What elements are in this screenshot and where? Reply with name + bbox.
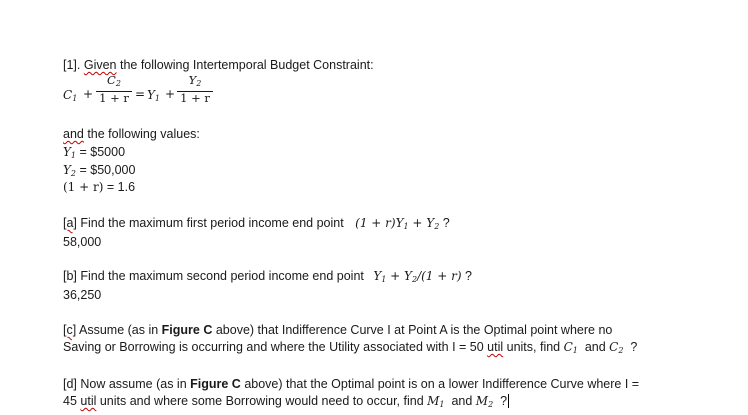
part-c-label: [c] (63, 323, 77, 337)
value-r: (1 + r) = 1.6 (63, 180, 136, 194)
part-a-answer: 58,000 (63, 235, 102, 249)
part-c-line-2: Saving or Borrowing is occurring and where the Utility associated with I = 50 util units, find $C_1$ and $C_2$ ? (63, 340, 638, 355)
and-word: and (63, 127, 84, 141)
part-b-label: [b] (63, 269, 77, 283)
value-y2: $Y_2$ = $50,000 (63, 163, 136, 178)
part-a-label: [a] (63, 216, 77, 230)
value-y1: $Y_1$ = $5000 (63, 145, 126, 160)
part-d-line-1: [d] Now assume (as in Figure C above) that the Optimal point is on a lower Indifference Curve where I = (63, 377, 640, 391)
values-intro: and the following values: (63, 127, 200, 141)
eq-plus-2: + (165, 87, 176, 101)
part-b-answer: 36,250 (63, 288, 102, 302)
question-title (63, 58, 374, 73)
eq-equals: = (135, 87, 146, 101)
part-d-line-2: 45 util units and where some Borrowing would need to occur, find $M_1$ and $M_2$ ? (63, 394, 508, 409)
eq-y1: $Y_1$ (147, 88, 161, 103)
eq-c1: $C_1$ (63, 88, 78, 103)
part-b-question: [b] Find the maximum second period income end point $Y_1 + Y_2/(1 + r)$ ? (63, 269, 472, 284)
part-d-label: [d] (63, 377, 77, 391)
question-title-rest: the following Intertemporal Budget Constraint: (116, 58, 374, 72)
part-c-line-1: [c] Assume (as in Figure C above) that Indifference Curve I at Point A is the Optimal point where no (63, 323, 613, 337)
given-word: Given (83, 58, 117, 72)
text-cursor[interactable] (508, 394, 509, 408)
part-a-question: [a] Find the maximum first period income end point $(1 + r)Y_1 + Y_2$ ? (63, 216, 450, 231)
question-number: [1]. (63, 58, 84, 72)
eq-plus-1: + (83, 87, 94, 101)
eq-fraction-2: $Y_2$ 1 + r (177, 74, 213, 105)
eq-fraction-1: $C_2$ 1 + r (96, 74, 132, 105)
